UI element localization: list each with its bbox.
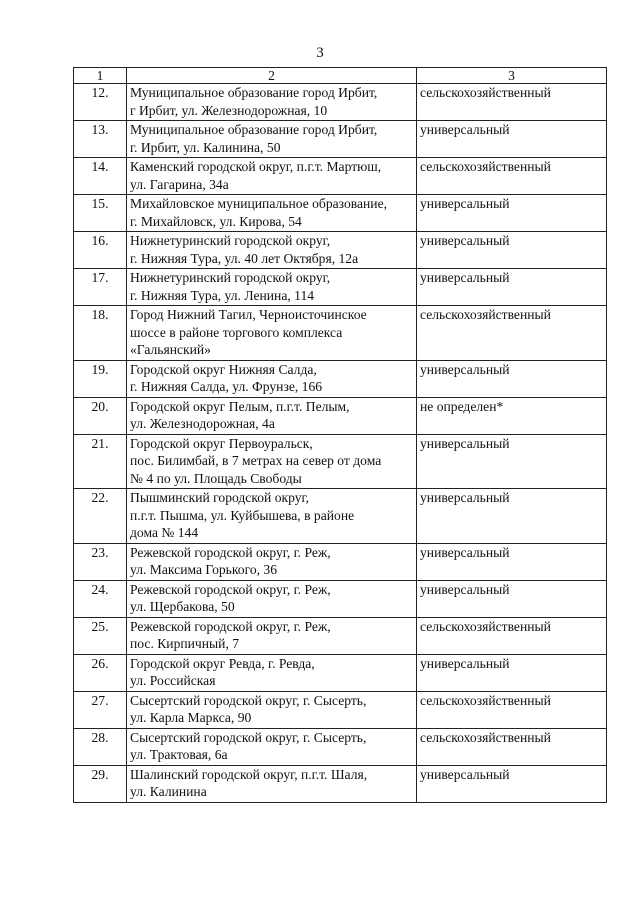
location-address [127, 397, 417, 434]
market-type: универсальный [417, 543, 607, 580]
market-type: сельскохозяйственный [417, 691, 607, 728]
location-address [127, 489, 417, 544]
location-address [127, 360, 417, 397]
market-type: сельскохозяйственный [417, 617, 607, 654]
column-header-1: 1 [74, 68, 127, 84]
row-number: 14. [74, 158, 127, 195]
table-row [74, 232, 607, 269]
row-number: 13. [74, 121, 127, 158]
row-number: 23. [74, 543, 127, 580]
market-type: универсальный [417, 269, 607, 306]
row-number: 16. [74, 232, 127, 269]
address-line: п.г.т. Пышма, ул. Куйбышева, в районе [130, 507, 355, 523]
location-address [127, 580, 417, 617]
address-line: Нижнетуринский городской округ, [130, 270, 331, 285]
address-line: ул. Гагарина, 34а [130, 176, 229, 192]
row-number: 25. [74, 617, 127, 654]
row-number: 29. [74, 765, 127, 802]
location-address [127, 765, 417, 802]
market-type: сельскохозяйственный [417, 306, 607, 361]
address-line: г. Михайловск, ул. Кирова, 54 [130, 213, 302, 229]
table-row [74, 306, 607, 361]
market-type: сельскохозяйственный [417, 728, 607, 765]
address-line: Муниципальное образование город Ирбит, [130, 85, 378, 100]
address-line: Городской округ Нижняя Салда, [130, 361, 317, 377]
address-line: Режевской городской округ, г. Реж, [130, 618, 331, 634]
address-line: ул. Российская [130, 673, 216, 688]
address-line: ул. Карла Маркса, 90 [130, 710, 252, 725]
column-header-3: 3 [417, 68, 607, 84]
table-row [74, 269, 607, 306]
table-row [74, 121, 607, 158]
address-line: г. Нижняя Тура, ул. Ленина, 114 [130, 287, 315, 303]
address-line: Сысертский городской округ, г. Сысерть, [130, 729, 367, 745]
address-line: № 4 по ул. Площадь Свободы [130, 470, 302, 486]
table-row [74, 397, 607, 434]
market-type: универсальный [417, 360, 607, 397]
address-line: Нижнетуринский городской округ, [130, 233, 331, 248]
table-row [74, 84, 607, 121]
address-line: пос. Билимбай, в 7 метрах на север от дома [130, 453, 382, 468]
location-address [127, 543, 417, 580]
table-row [74, 580, 607, 617]
location-address [127, 691, 417, 728]
market-type: универсальный [417, 195, 607, 232]
market-type: универсальный [417, 654, 607, 691]
row-number: 12. [74, 84, 127, 121]
location-address [127, 121, 417, 158]
address-line: Муниципальное образование город Ирбит, [130, 122, 378, 137]
address-line: Пышминский городской округ, [130, 490, 309, 505]
address-line: Городской округ Первоуральск, [130, 435, 313, 451]
address-line: Режевской городской округ, г. Реж, [130, 544, 331, 560]
address-line: г. Нижняя Тура, ул. 40 лет Октября, 12а [130, 250, 359, 266]
address-line: Шалинский городской округ, п.г.т. Шаля, [130, 766, 368, 782]
address-line: дома № 144 [130, 525, 199, 540]
address-line: Михайловское муниципальное образование, [130, 196, 388, 211]
market-type: универсальный [417, 489, 607, 544]
address-line: г. Ирбит, ул. Калинина, 50 [130, 139, 281, 155]
market-type: не определен* [417, 397, 607, 434]
address-line: ул. Щербакова, 50 [130, 599, 235, 614]
address-line: Режевской городской округ, г. Реж, [130, 581, 331, 597]
market-type: универсальный [417, 121, 607, 158]
address-line: г Ирбит, ул. Железнодорожная, 10 [130, 102, 328, 118]
address-line: Каменский городской округ, п.г.т. Мартюш, [130, 159, 382, 174]
table-row [74, 195, 607, 232]
table-body [74, 84, 607, 803]
address-line: пос. Кирпичный, 7 [130, 636, 240, 651]
row-number: 15. [74, 195, 127, 232]
table-row [74, 434, 607, 489]
address-line: «Гальянский» [130, 342, 211, 357]
row-number: 18. [74, 306, 127, 361]
address-line: шоссе в районе торгового комплекса [130, 324, 343, 340]
row-number: 27. [74, 691, 127, 728]
row-number: 17. [74, 269, 127, 306]
location-address [127, 306, 417, 361]
column-header-2: 2 [127, 68, 417, 84]
location-address [127, 158, 417, 195]
row-number: 26. [74, 654, 127, 691]
row-number: 22. [74, 489, 127, 544]
address-line: Городской округ Пелым, п.г.т. Пелым, [130, 398, 350, 414]
table-row [74, 728, 607, 765]
market-type: универсальный [417, 580, 607, 617]
address-line: ул. Железнодорожная, 4а [130, 416, 275, 431]
address-line: ул. Максима Горького, 36 [130, 562, 278, 577]
location-address [127, 232, 417, 269]
address-line: Город Нижний Тагил, Черноисточинское [130, 307, 367, 322]
address-line: ул. Калинина [130, 784, 207, 799]
table-row [74, 489, 607, 544]
table-row [74, 543, 607, 580]
page-number: 3 [316, 45, 324, 61]
row-number: 24. [74, 580, 127, 617]
market-type: сельскохозяйственный [417, 158, 607, 195]
market-type: универсальный [417, 765, 607, 802]
market-type: универсальный [417, 232, 607, 269]
location-address [127, 654, 417, 691]
location-address [127, 84, 417, 121]
table-row [74, 654, 607, 691]
address-line: ул. Трактовая, 6а [130, 747, 228, 762]
market-type: универсальный [417, 434, 607, 489]
location-address [127, 728, 417, 765]
table-row [74, 691, 607, 728]
location-address [127, 617, 417, 654]
row-number: 19. [74, 360, 127, 397]
row-number: 21. [74, 434, 127, 489]
table-header-row [74, 68, 607, 84]
table-row [74, 158, 607, 195]
markets-table [73, 67, 607, 803]
table-row [74, 765, 607, 802]
row-number: 28. [74, 728, 127, 765]
address-line: Сысертский городской округ, г. Сысерть, [130, 692, 367, 708]
table-row [74, 617, 607, 654]
table-row [74, 360, 607, 397]
address-line: Городской округ Ревда, г. Ревда, [130, 655, 315, 671]
address-line: г. Нижняя Салда, ул. Фрунзе, 166 [130, 379, 323, 394]
market-type: сельскохозяйственный [417, 84, 607, 121]
location-address [127, 195, 417, 232]
location-address [127, 434, 417, 489]
location-address [127, 269, 417, 306]
row-number: 20. [74, 397, 127, 434]
